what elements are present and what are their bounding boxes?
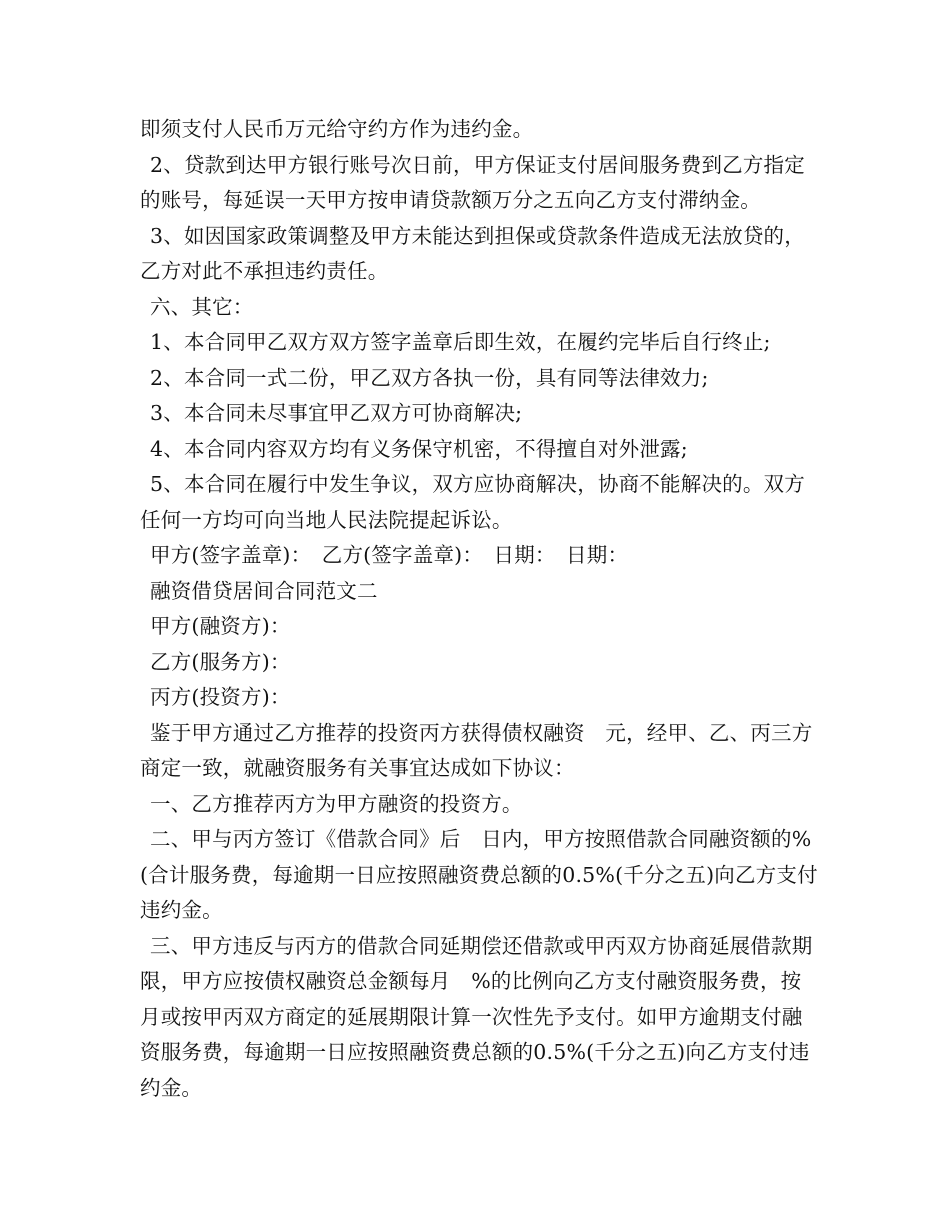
paragraph-article-1: 一、乙方推荐丙方为甲方融资的投资方。 bbox=[150, 791, 523, 816]
paragraph-other-3: 3、本合同未尽事宜甲乙双方可协商解决; bbox=[150, 401, 523, 425]
party-c-line: 丙方(投资方)： bbox=[150, 685, 291, 709]
document-subtitle: 融资借贷居间合同范文二 bbox=[150, 578, 378, 603]
document-body bbox=[140, 112, 820, 1106]
party-a-line: 甲方(融资方)： bbox=[150, 614, 291, 638]
paragraph-other-4: 4、本合同内容双方均有义务保守机密，不得擅自对外泄露; bbox=[150, 436, 688, 461]
paragraph-clause-3-policy: 3、如因国家政策调整及甲方未能达到担保或贷款条件造成无法放贷的，乙方对此不承担违约责任。 bbox=[140, 223, 805, 283]
paragraph-penalty-continuation: 即须支付人民币万元给守约方作为违约金。 bbox=[140, 117, 534, 141]
paragraph-preamble: 鉴于甲方通过乙方推荐的投资丙方获得债权融资 元，经甲、乙、丙三方商定一致，就融资服务有关事宜达成如下协议： bbox=[140, 720, 813, 780]
paragraph-other-5: 5、本合同在履行中发生争议，双方应协商解决，协商不能解决的。双方任何一方均可向当地人民法院提起诉讼。 bbox=[140, 472, 805, 532]
paragraph-other-1: 1、本合同甲乙双方双方签字盖章后即生效，在履约完毕后自行终止; bbox=[150, 330, 771, 354]
signature-line: 甲方(签字盖章)： 乙方(签字盖章)： 日期： 日期： bbox=[150, 543, 629, 567]
party-b-line: 乙方(服务方)： bbox=[150, 649, 291, 674]
section-heading-other: 六、其它： bbox=[150, 294, 254, 319]
paragraph-clause-2-service-fee: 2、贷款到达甲方银行账号次日前，甲方保证支付居间服务费到乙方指定的账号，每延误一天甲方按申请贷款额万分之五向乙方支付滞纳金。 bbox=[140, 152, 805, 212]
paragraph-other-2: 2、本合同一式二份，甲乙双方各执一份，具有同等法律效力; bbox=[150, 365, 709, 390]
paragraph-article-3: 三、甲方违反与丙方的借款合同延期偿还借款或甲丙双方协商延展借款期限，甲方应按债权融资总金额每月 %的比例向乙方支付融资服务费，按月或按甲丙双方商定的延展期限计算一次性先予支付。如甲方逾期支付融资服务费，每逾期一日应按照融资费总额的0.5%(千分之五)向乙方支付违约金。 bbox=[140, 933, 813, 1100]
paragraph-article-2: 二、甲与丙方签订《借款合同》后 日内，甲方按照借款合同融资额的%(合计服务费，每逾期一日应按照融资费总额的0.5%(千分之五)向乙方支付违约金。 bbox=[140, 827, 818, 922]
